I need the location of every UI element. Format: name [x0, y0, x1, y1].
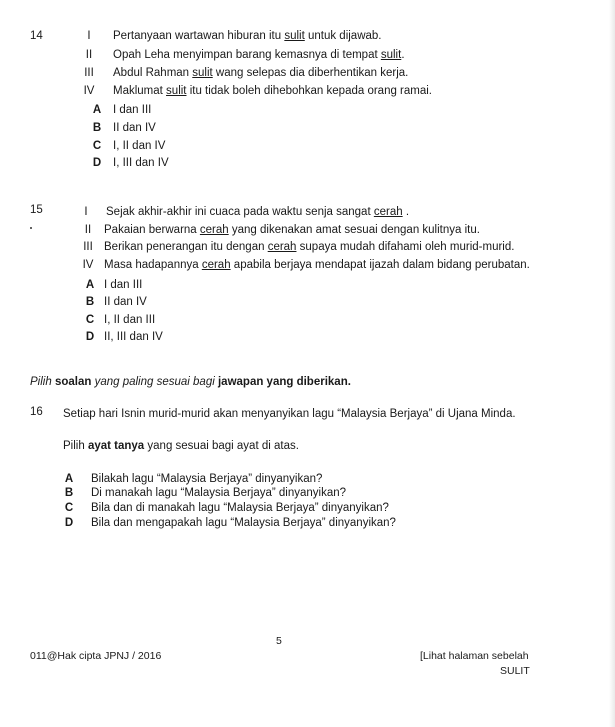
q16-option-b-text: Di manakah lagu “Malaysia Berjaya” dinyanyikan?	[91, 487, 347, 499]
q15-statement-1: Sejak akhir-akhir ini cuaca pada waktu senja sangat cerah .	[106, 206, 410, 218]
q15-option-d-letter: D	[85, 331, 95, 343]
q15-statement-3: Berikan penerangan itu dengan cerah supaya mudah difahami oleh murid-murid.	[104, 241, 515, 253]
question-14-number: 14	[30, 30, 43, 42]
q14-option-b-letter: B	[92, 122, 102, 134]
q14-option-d-text: I, III dan IV	[113, 157, 169, 169]
page-edge-shadow	[609, 0, 615, 727]
q15-roman-2: II	[84, 224, 92, 236]
question-15-number: 15	[30, 204, 43, 216]
q16-option-a-letter: A	[64, 473, 74, 485]
q16-option-d-letter: D	[64, 517, 74, 529]
q14-roman-2: II	[85, 49, 93, 61]
q15-roman-1: I	[84, 206, 88, 218]
q16-option-a-text: Bilakah lagu “Malaysia Berjaya” dinyanyikan?	[91, 473, 323, 485]
q14-option-c-letter: C	[92, 140, 102, 152]
q14-option-b-text: II dan IV	[113, 122, 156, 134]
q15-option-b-text: II dan IV	[104, 296, 147, 308]
section-instruction: Pilih soalan yang paling sesuai bagi jawapan yang diberikan.	[30, 376, 351, 388]
footer-classification: SULIT	[500, 665, 530, 677]
q16-prompt: Pilih ayat tanya yang sesuai bagi ayat di atas.	[63, 440, 299, 452]
q14-statement-4: Maklumat sulit itu tidak boleh dihebohkan kepada orang ramai.	[113, 85, 433, 97]
footer-copyright: 011@Hak cipta JPNJ / 2016	[30, 650, 162, 662]
q15-roman-3: III	[83, 241, 93, 253]
q14-roman-3: III	[84, 67, 94, 79]
q14-roman-1: I	[87, 30, 91, 42]
q14-option-a-text: I dan III	[113, 104, 152, 116]
page-number: 5	[276, 635, 282, 647]
q16-option-c-letter: C	[64, 502, 74, 514]
q16-option-b-letter: B	[64, 487, 74, 499]
q14-option-d-letter: D	[92, 157, 102, 169]
q16-option-d-text: Bila dan mengapakah lagu “Malaysia Berjaya” dinyanyikan?	[91, 517, 396, 529]
q15-option-b-letter: B	[85, 296, 95, 308]
q14-roman-4: IV	[83, 85, 95, 97]
stray-dot	[30, 227, 32, 229]
q14-statement-1: Pertanyaan wartawan hiburan itu sulit untuk dijawab.	[113, 30, 382, 42]
q16-statement: Setiap hari Isnin murid-murid akan menyanyikan lagu “Malaysia Berjaya” di Ujana Minda.	[63, 408, 516, 420]
q14-statement-2: Opah Leha menyimpan barang kemasnya di tempat sulit.	[113, 49, 405, 61]
q15-option-c-letter: C	[85, 314, 95, 326]
q15-option-c-text: I, II dan III	[104, 314, 156, 326]
q15-option-a-letter: A	[85, 279, 95, 291]
q15-option-d-text: II, III dan IV	[104, 331, 163, 343]
q15-statement-4: Masa hadapannya cerah apabila berjaya mendapat ijazah dalam bidang perubatan.	[104, 259, 530, 271]
q16-option-c-text: Bila dan di manakah lagu “Malaysia Berjaya” dinyanyikan?	[91, 502, 389, 514]
q14-option-c-text: I, II dan IV	[113, 140, 166, 152]
q15-option-a-text: I dan III	[104, 279, 143, 291]
footer-next-page: [Lihat halaman sebelah	[420, 650, 529, 662]
question-16-number: 16	[30, 406, 43, 418]
q14-option-a-letter: A	[92, 104, 102, 116]
q14-statement-3: Abdul Rahman sulit wang selepas dia diberhentikan kerja.	[113, 67, 409, 79]
q15-statement-2: Pakaian berwarna cerah yang dikenakan amat sesuai dengan kulitnya itu.	[104, 224, 480, 236]
q15-roman-4: IV	[82, 259, 94, 271]
